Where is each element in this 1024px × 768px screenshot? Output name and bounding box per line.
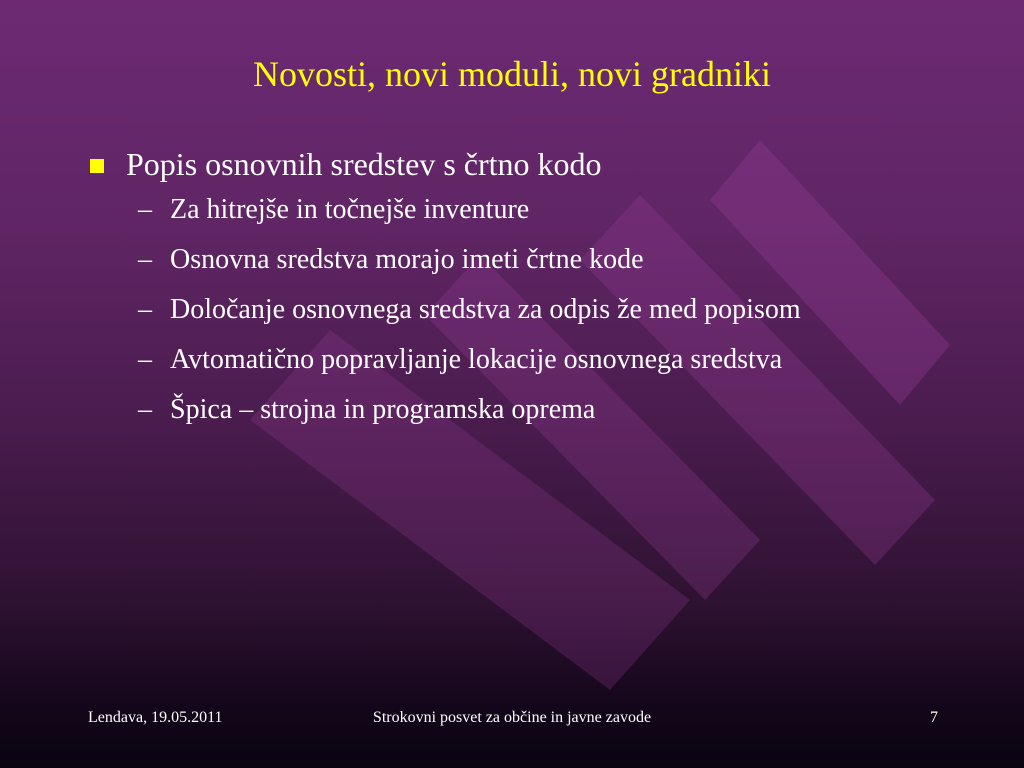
bullet-text: Popis osnovnih sredstev s črtno kodo xyxy=(126,146,602,182)
footer-event-title: Strokovni posvet za občine in javne zavode xyxy=(372,709,652,726)
slide-title: Novosti, novi moduli, novi gradniki xyxy=(253,54,771,94)
dash-marker: – xyxy=(138,394,152,425)
sub-bullet-item xyxy=(88,340,968,380)
sub-bullet-text: Avtomatično popravljanje lokacije osnovnega sredstva xyxy=(170,344,783,375)
slide-number: 7 xyxy=(930,709,938,726)
dash-marker: – xyxy=(138,194,152,225)
slide-content xyxy=(88,142,968,440)
sub-bullet-item xyxy=(88,240,968,280)
sub-bullet-item xyxy=(88,190,968,230)
sub-bullet-text: Določanje osnovnega sredstva za odpis že med popisom xyxy=(170,294,801,325)
sub-bullet-item xyxy=(88,390,968,430)
slide-footer xyxy=(0,698,1024,768)
sub-bullet-text: Osnovna sredstva morajo imeti črtne kode xyxy=(170,244,644,275)
dash-marker: – xyxy=(138,344,152,375)
dash-marker: – xyxy=(138,244,152,275)
square-bullet-icon xyxy=(90,159,104,173)
sub-bullet-text: Špica – strojna in programska oprema xyxy=(170,394,596,425)
sub-bullet-list xyxy=(88,190,968,430)
sub-bullet-item xyxy=(88,290,968,330)
bullet-item-main xyxy=(88,142,968,186)
dash-marker: – xyxy=(138,294,152,325)
footer-date-location: Lendava, 19.05.2011 xyxy=(88,709,223,726)
sub-bullet-text: Za hitrejše in točnejše inventure xyxy=(170,194,530,225)
